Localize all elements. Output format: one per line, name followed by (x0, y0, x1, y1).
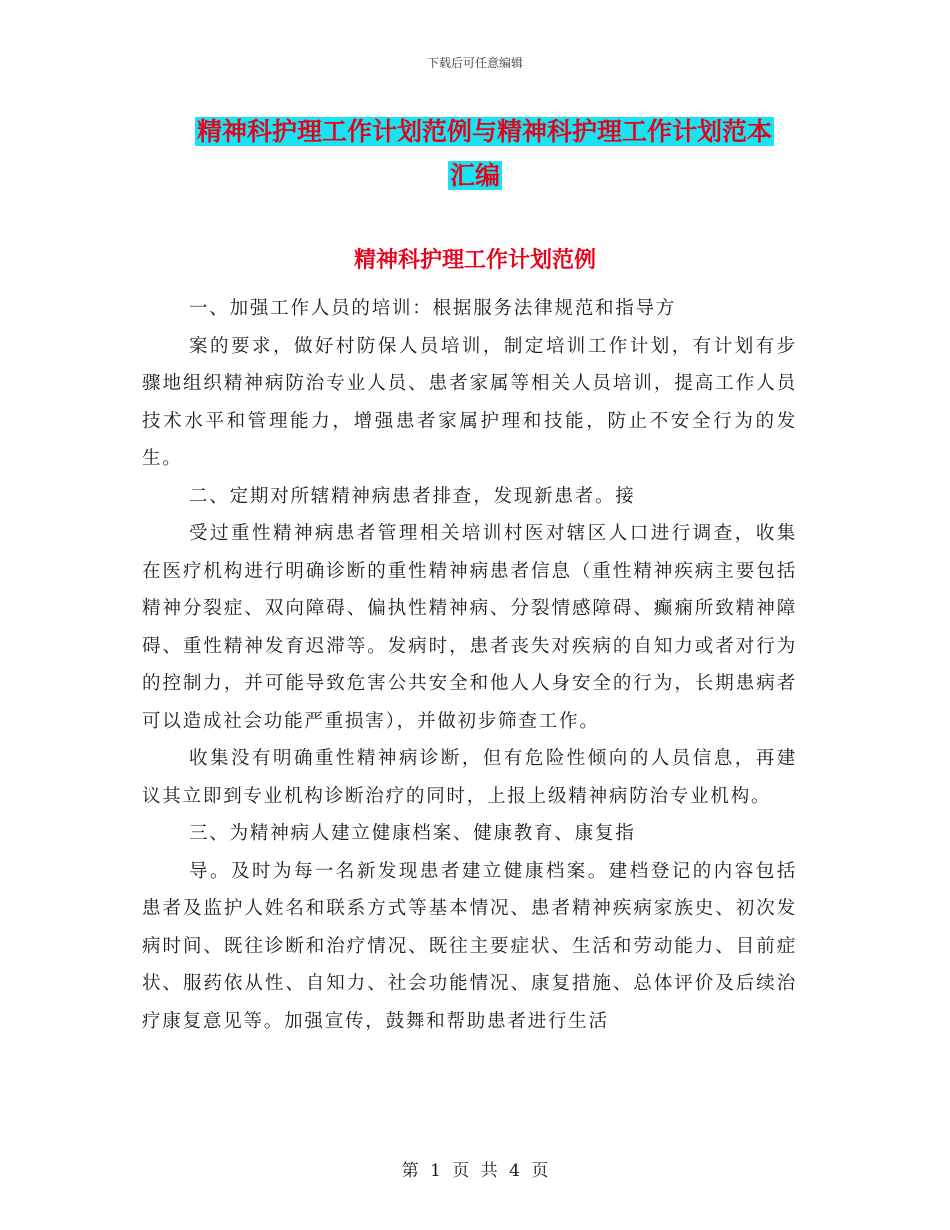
document-title-line1: 精神科护理工作计划范例与精神科护理工作计划范本 (197, 117, 773, 146)
paragraph-3: 二、定期对所辖精神病患者排查，发现新患者。接 (189, 485, 636, 507)
paragraph-6: 三、为精神病人建立健康档案、健康教育、康复指 (189, 823, 636, 844)
paragraph-5: 收集没有明确重性精神病诊断，但有危险性倾向的人员信息，再建议其立即到专业机构诊断治疗的同时，上报上级精神病防治专业机构。 (142, 748, 797, 807)
paragraph-1: 一、加强工作人员的培训：根据服务法律规范和指导方 (189, 298, 677, 319)
header-note: 下载后可任意编辑 (426, 56, 523, 70)
document-title-line2: 汇编 (449, 161, 500, 190)
paragraph-7: 导。及时为每一名新发现患者建立健康档案。建档登记的内容包括患者及监护人姓名和联系方式等基本情况、患者精神疾病家族史、初次发病时间、既往诊断和治疗情况、既往主要症状、生活和劳动能力、目前症状、服药依从性、自知力、社会功能情况、康复措施、总体评价及后续治疗康复意见等。加强宣传，鼓舞和帮助患者进行生活 (142, 860, 797, 1032)
body-text (142, 290, 797, 1040)
paragraph-2: 案的要求，做好村防保人员培训，制定培训工作计划，有计划有步骤地组织精神病防治专业人员、患者家属等相关人员培训，提高工作人员技术水平和管理能力，增强患者家属护理和技能，防止不安全行为的发生。 (142, 335, 797, 469)
page-number-footer: 第 1 页 共 4 页 (401, 1161, 549, 1181)
document-title (0, 110, 950, 198)
section-title: 精神科护理工作计划范例 (353, 247, 596, 273)
paragraph-4: 受过重性精神病患者管理相关培训村医对辖区人口进行调查，收集在医疗机构进行明确诊断的重性精神病患者信息（重性精神疾病主要包括精神分裂症、双向障碍、偏执性精神病、分裂情感障碍、癫痫所致精神障碍、重性精神发育迟滞等。发病时，患者丧失对疾病的自知力或者对行为的控制力，并可能导致危害公共安全和他人人身安全的行为，长期患病者可以造成社会功能严重损害），并做初步筛查工作。 (142, 523, 797, 732)
